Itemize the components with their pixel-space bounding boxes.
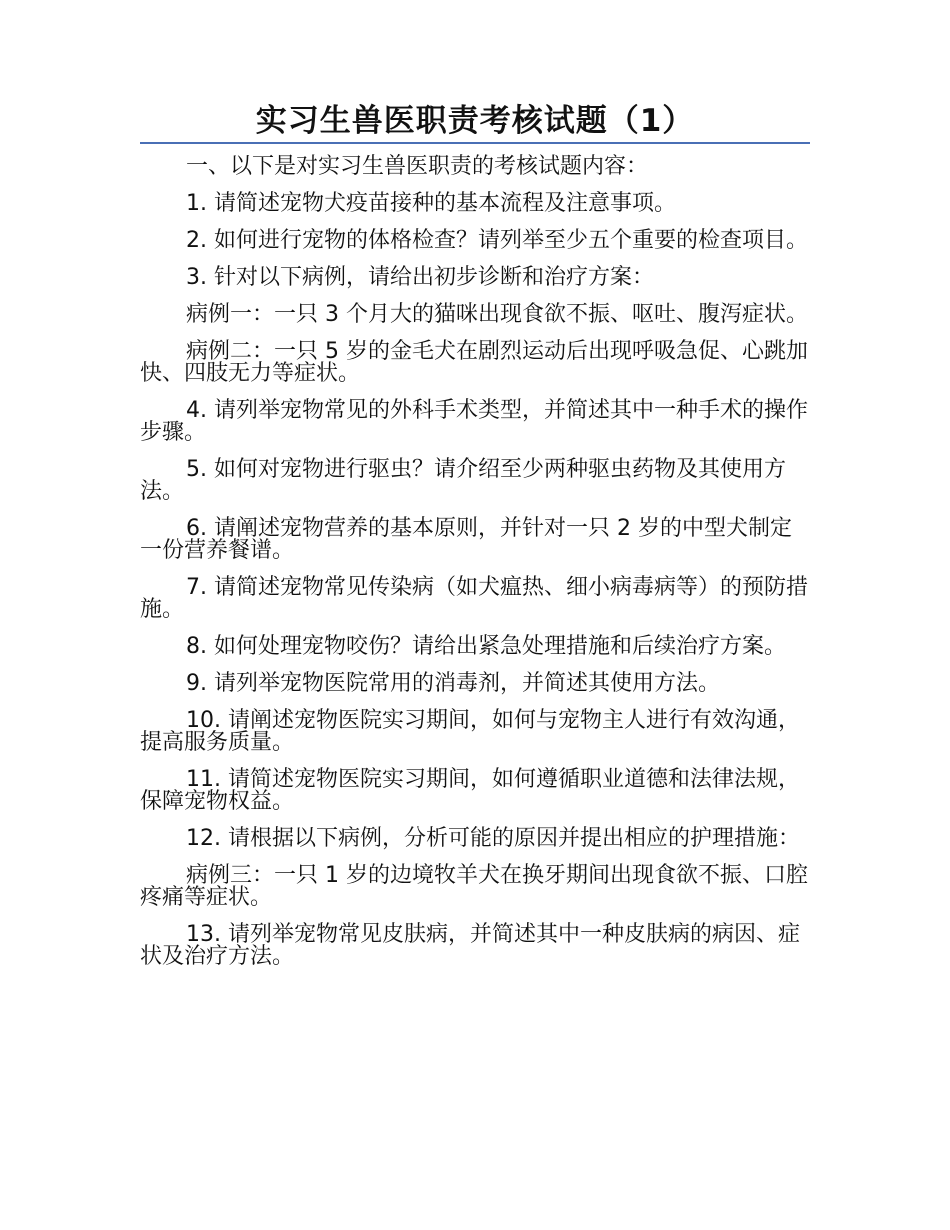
question-8: 8. 如何处理宠物咬伤？请给出紧急处理措施和后续治疗方案。: [186, 634, 786, 659]
title-block: [140, 100, 810, 144]
case-2: 病例二：一只 5 岁的金毛犬在剧烈运动后出现呼吸急促、心跳加快、四肢无力等症状。: [140, 339, 808, 386]
question-2: 2. 如何进行宠物的体格检查？请列举至少五个重要的检查项目。: [186, 228, 808, 253]
question-1: 1. 请简述宠物犬疫苗接种的基本流程及注意事项。: [186, 191, 676, 216]
case-3: 病例三：一只 1 岁的边境牧羊犬在换牙期间出现食欲不振、口腔疼痛等症状。: [140, 863, 808, 910]
question-3: 3. 针对以下病例，请给出初步诊断和治疗方案：: [186, 265, 654, 290]
case-1: 病例一：一只 3 个月大的猫咪出现食欲不振、呕吐、腹泻症状。: [186, 302, 808, 327]
question-11: 11. 请简述宠物医院实习期间，如何遵循职业道德和法律法规，保障宠物权益。: [140, 767, 800, 814]
document-title: 实习生兽医职责考核试题（1）: [255, 103, 695, 139]
question-13: 13. 请列举宠物常见皮肤病，并简述其中一种皮肤病的病因、症状及治疗方法。: [140, 922, 800, 969]
question-6: 6. 请阐述宠物营养的基本原则，并针对一只 2 岁的中型犬制定一份营养餐谱。: [140, 516, 792, 563]
question-9: 9. 请列举宠物医院常用的消毒剂，并简述其使用方法。: [186, 671, 720, 696]
question-7: 7. 请简述宠物常见传染病（如犬瘟热、细小病毒病等）的预防措施。: [140, 575, 808, 622]
question-10: 10. 请阐述宠物医院实习期间，如何与宠物主人进行有效沟通，提高服务质量。: [140, 708, 800, 755]
question-4: 4. 请列举宠物常见的外科手术类型，并简述其中一种手术的操作步骤。: [140, 398, 808, 445]
question-5: 5. 如何对宠物进行驱虫？请介绍至少两种驱虫药物及其使用方法。: [140, 457, 786, 504]
question-12: 12. 请根据以下病例，分析可能的原因并提出相应的护理措施：: [186, 826, 800, 851]
document-body: [140, 156, 810, 983]
intro-paragraph: 一、以下是对实习生兽医职责的考核试题内容：: [186, 154, 649, 179]
